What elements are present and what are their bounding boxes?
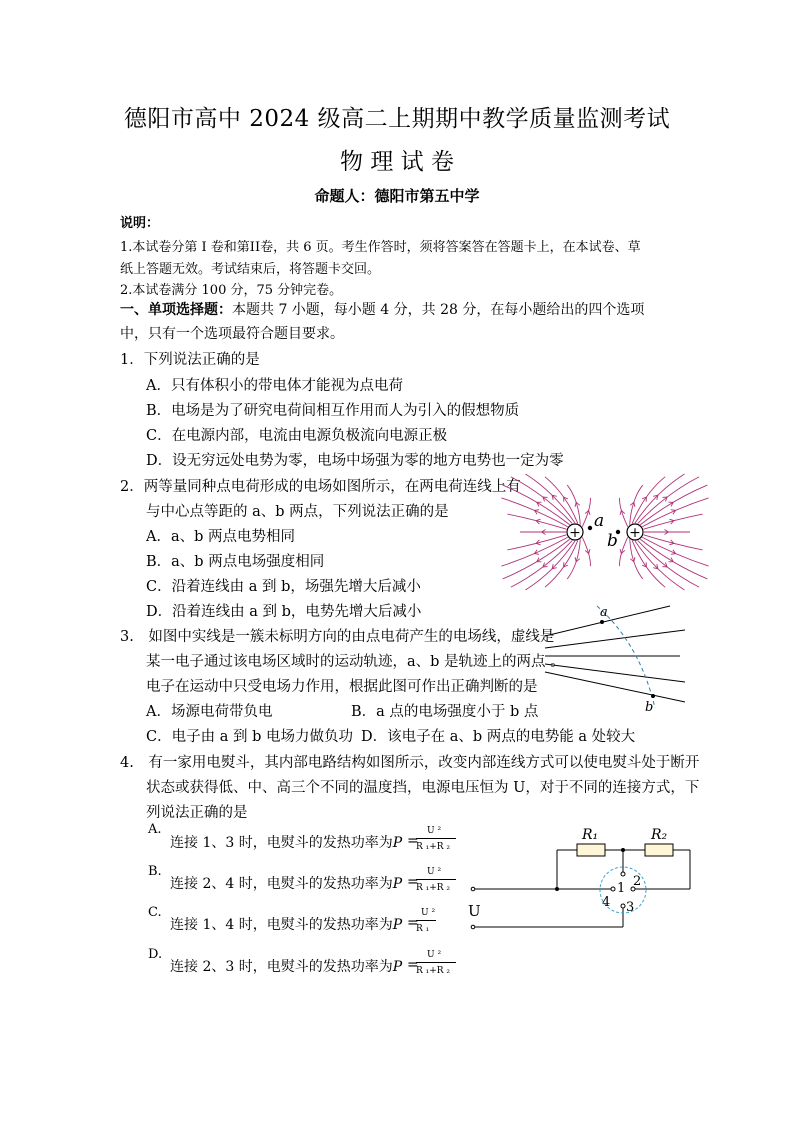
notes-line: 1.本试卷分第 I 卷和第II卷，共 6 页。考生作答时，须将答案答在答题卡上，在本试卷、草	[120, 240, 641, 255]
iron-circuit-figure	[465, 822, 695, 934]
q4-stem: 4. 有一家用电熨斗，其内部电路结构如图所示，改变内部连线方式可以使电熨斗处于断开	[120, 755, 700, 771]
section-text: 中，只有一个选项最符合题目要求。	[120, 326, 344, 342]
field-line	[642, 498, 708, 527]
point-a	[588, 526, 592, 530]
equals-sign: =	[407, 874, 419, 890]
electric-field-figure	[512, 470, 700, 596]
field-line	[567, 539, 580, 579]
terminal-4	[611, 887, 615, 891]
q4-option-label: C.	[148, 905, 162, 920]
q1-option-c: C．在电源内部，电流由电源负极流向电源正极	[146, 428, 448, 444]
q3-option-c: C．电子由 a 到 b 电场力做负功	[146, 729, 353, 745]
q2-stem: 2．两等量同种点电荷形成的电场如图所示，在两电荷连线上有	[120, 479, 521, 495]
point-a	[600, 620, 604, 624]
q4-option-b	[170, 873, 402, 893]
option-text: 连接 1、3 时，电熨斗的发热功率为	[170, 835, 393, 851]
field-line	[640, 485, 707, 525]
label-b: b	[607, 531, 618, 551]
label-r2: R₂	[651, 827, 668, 843]
power-symbol: P	[392, 917, 403, 933]
label-4: 4	[602, 895, 611, 910]
fraction-bar	[416, 879, 456, 880]
q3-stem: 某一电子通过该电场区域时的运动轨迹，a、b 是轨迹上的两点 。	[146, 654, 565, 670]
field-line	[503, 539, 570, 579]
plus-sign: +	[569, 525, 581, 541]
field-line	[503, 485, 570, 525]
q3-option-a: A．场源电荷带负电	[146, 704, 273, 720]
fraction-bar	[416, 920, 436, 921]
field-line	[567, 485, 580, 525]
q3-option-b: B．a 点的电场强度小于 b 点	[351, 704, 539, 720]
field-line	[640, 539, 707, 579]
notes-line: 2.本试卷满分 100 分，75 分钟完卷。	[120, 283, 343, 298]
fraction-bar	[416, 838, 456, 839]
power-symbol: P	[392, 876, 403, 892]
label-r1: R₁	[582, 827, 599, 843]
q4-option-label: D.	[148, 947, 163, 962]
label-2: 2	[633, 874, 642, 889]
option-text: 连接 2、4 时，电熨斗的发热功率为	[170, 876, 393, 892]
fraction-denominator: R ₁+R ₂	[416, 966, 451, 976]
section-title: 一、单项选择题：	[120, 302, 232, 318]
equals-sign: =	[407, 915, 419, 931]
terminal-3	[621, 904, 625, 908]
q3-option-d: D．该电子在 a、b 两点的电势能 a 处较大	[361, 729, 636, 745]
label-a: a	[600, 605, 608, 620]
notes-line: 纸上答题无效。考试结束后，将答题卡交回。	[120, 262, 381, 277]
field-line	[545, 477, 578, 524]
field-line	[501, 537, 567, 566]
q4-option-c	[170, 914, 402, 934]
option-text: 连接 2、3 时，电熨斗的发热功率为	[170, 959, 393, 975]
label-3: 3	[626, 900, 635, 915]
label-u: U	[468, 902, 481, 920]
q2-option-a: A．a、b 两点电势相同	[146, 529, 296, 545]
q4-option-a	[170, 832, 402, 852]
field-line	[630, 539, 643, 579]
q3-stem: 3. 如图中实线是一簇未标明方向的由点电荷产生的电场线，虚线是	[120, 629, 555, 645]
power-symbol: P	[392, 835, 403, 851]
exam-author: 命题人：德阳市第五中学	[314, 187, 480, 205]
q2-option-d: D．沿着连线由 a 到 b，电势先增大后减小	[146, 604, 422, 620]
exam-subtitle: 物 理 试 卷	[340, 149, 454, 175]
fraction-numerator: U ²	[427, 826, 442, 836]
q2-stem: 与中心点等距的 a、b 两点，下列说法正确的是	[146, 504, 449, 520]
field-line	[630, 485, 643, 525]
field-line	[501, 498, 567, 527]
fraction-denominator: R ₁+R ₂	[416, 842, 451, 852]
resistor-r2	[645, 844, 673, 856]
label-1: 1	[617, 881, 626, 896]
fraction-numerator: U ²	[421, 908, 436, 918]
fraction-numerator: U ²	[427, 950, 442, 960]
field-line-trajectory-figure	[545, 604, 685, 716]
plus-sign: +	[629, 525, 641, 541]
option-text: 连接 1、4 时，电熨斗的发热功率为	[170, 917, 393, 933]
equals-sign: =	[407, 957, 419, 973]
label-b: b	[645, 700, 654, 715]
q4-option-d	[170, 956, 402, 976]
section-heading	[120, 299, 644, 319]
q4-stem: 列说法正确的是	[146, 805, 248, 821]
section-text: 本题共 7 小题，每小题 4 分，共 28 分，在每小题给出的四个选项	[232, 302, 645, 318]
fraction-denominator: R ₁	[416, 924, 430, 934]
fraction-denominator: R ₁+R ₂	[416, 883, 451, 893]
notes-heading: 说明：	[120, 216, 160, 231]
q4-option-label: B.	[148, 864, 162, 879]
fraction-numerator: U ²	[427, 867, 442, 877]
terminal-1	[621, 872, 625, 876]
q4-option-label: A.	[148, 822, 162, 837]
exam-title: 德阳市高中 2024 级高二上期期中教学质量监测考试	[123, 106, 671, 132]
q1-option-b: B．电场是为了研究电荷间相互作用而人为引入的假想物质	[146, 403, 520, 419]
point-b	[651, 694, 655, 698]
q1-option-a: A．只有体积小的带电体才能视为点电荷	[146, 378, 403, 394]
q2-option-b: B．a、b 两点电场强度相同	[146, 554, 325, 570]
q2-option-c: C．沿着连线由 a 到 b，场强先增大后减小	[146, 579, 421, 595]
equals-sign: =	[407, 833, 419, 849]
field-line	[632, 541, 665, 588]
q1-option-d: D．设无穷远处电势为零，电场中场强为零的地方电势也一定为零	[146, 453, 564, 469]
q3-stem: 电子在运动中只受电场力作用，根据此图可作出正确判断的是	[146, 679, 538, 695]
q1-stem: 1．下列说法正确的是	[120, 352, 260, 368]
power-symbol: P	[392, 959, 403, 975]
resistor-r1	[577, 844, 605, 856]
field-line	[545, 541, 578, 588]
q4-stem: 状态或获得低、中、高三个不同的温度挡，电源电压恒为 U，对于不同的连接方式，下	[146, 780, 700, 796]
label-a: a	[594, 511, 605, 531]
field-line	[632, 477, 665, 524]
field-line	[642, 537, 708, 566]
fraction-bar	[416, 962, 456, 963]
